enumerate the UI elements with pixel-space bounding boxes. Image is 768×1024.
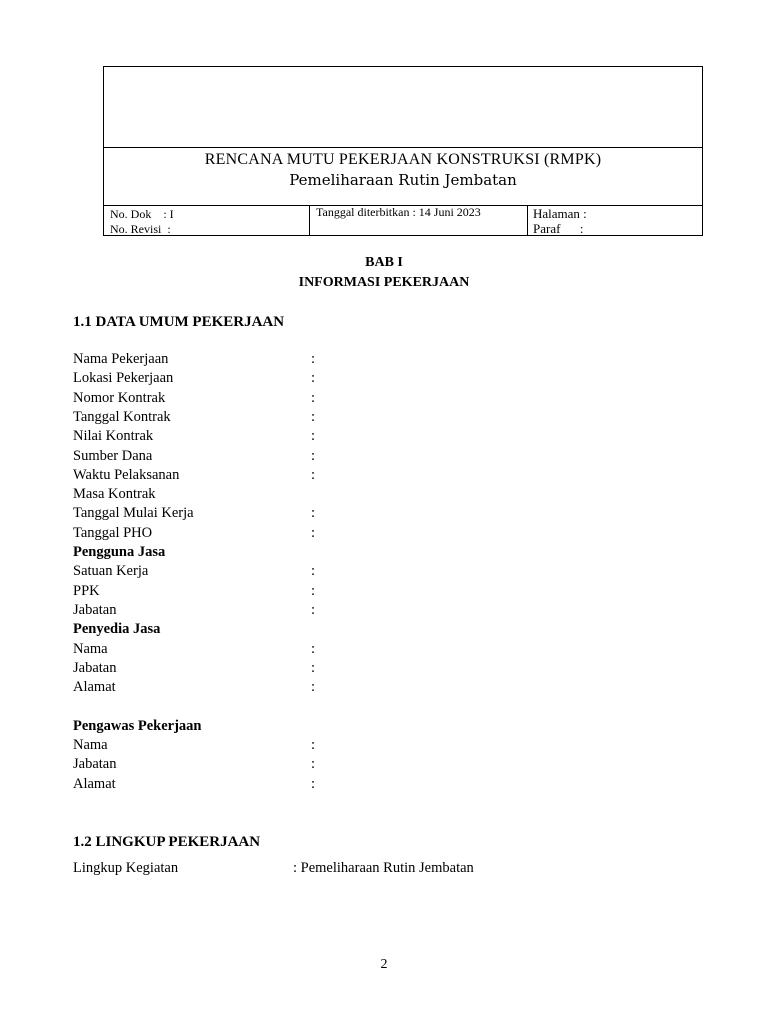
form-row-label: Nama [73, 737, 108, 753]
page-number: 2 [380, 957, 388, 972]
form-row-label: Jabatan [73, 756, 117, 773]
form-row-label: Pengguna Jasa [73, 544, 166, 560]
form-row-colon: : [311, 640, 316, 657]
form-row-label: Nama Pekerjaan [73, 351, 169, 367]
chapter-title: INFORMASI PEKERJAAN [298, 275, 470, 290]
document-header-box [103, 66, 703, 236]
lingkup-kegiatan-row [73, 860, 474, 877]
form-row-colon: : [311, 659, 316, 676]
section-heading-lingkup: 1.2 LINGKUP PEKERJAAN [73, 834, 261, 850]
lingkup-kegiatan-value: : Pemeliharaan Rutin Jembatan [293, 860, 474, 876]
logo-area [104, 67, 702, 148]
form-row-colon: : [311, 601, 316, 618]
lingkup-kegiatan-label: Lingkup Kegiatan [73, 860, 179, 876]
chapter-number: BAB I [365, 255, 403, 270]
form-row-label: Waktu Pelaksanan [73, 466, 180, 483]
document-subtitle: Pemeliharaan Rutin Jembatan [289, 171, 517, 189]
paraf: Paraf : [533, 221, 584, 236]
meta-page-cell [528, 205, 702, 235]
form-row-colon: : [311, 466, 316, 483]
form-row-colon: : [311, 505, 316, 522]
document-title: RENCANA MUTU PEKERJAAN KONSTRUKSI (RMPK) [204, 151, 602, 168]
meta-date-cell [310, 205, 528, 235]
form-row-colon: : [311, 389, 316, 406]
form-row-label: Masa Kontrak [73, 486, 156, 503]
no-dok: No. Dok : I [110, 207, 174, 221]
form-row-colon: : [311, 582, 316, 599]
tanggal-diterbitkan: Tanggal diterbitkan : 14 Juni 2023 [316, 205, 481, 219]
form-row-colon: : [311, 524, 316, 541]
form-row-label: Nama [73, 640, 108, 657]
form-row-label: Tanggal Mulai Kerja [73, 505, 194, 522]
meta-doc-cell [104, 205, 310, 235]
form-row-label: Satuan Kerja [73, 563, 149, 580]
form-row-label: Penyedia Jasa [73, 621, 161, 638]
form-row-label: Nilai Kontrak [73, 428, 154, 445]
pengawas-heading-label: Pengawas Pekerjaan [73, 718, 202, 734]
no-revisi: No. Revisi : [110, 222, 171, 236]
form-row-label: PPK [73, 582, 100, 599]
form-row-colon: : [311, 447, 316, 464]
form-row-label: Jabatan [73, 601, 117, 618]
form-row-label: Nomor Kontrak [73, 389, 166, 406]
title-area [104, 147, 702, 206]
form-row-label: Tanggal Kontrak [73, 408, 171, 425]
form-row-colon: : [311, 737, 316, 753]
form-row-label: Jabatan [73, 659, 117, 676]
form-row-label: Alamat [73, 679, 116, 696]
form-row-label: Alamat [73, 775, 116, 792]
form-row-label: Tanggal PHO [73, 524, 153, 541]
form-row-colon: : [311, 370, 316, 387]
form-row-colon: : [311, 756, 316, 773]
form-row-label: Sumber Dana [73, 447, 153, 464]
form-row-colon: : [311, 563, 316, 580]
form-row-colon: : [311, 679, 316, 696]
form-row-colon: : [311, 351, 316, 367]
form-row-colon: : [311, 428, 316, 445]
section-heading-data-umum: 1.1 DATA UMUM PEKERJAAN [73, 314, 285, 330]
document-meta-row [104, 205, 702, 235]
halaman: Halaman : [533, 206, 587, 221]
form-row-label: Lokasi Pekerjaan [73, 370, 174, 387]
form-row-colon: : [311, 408, 316, 425]
form-row-colon: : [311, 775, 316, 792]
